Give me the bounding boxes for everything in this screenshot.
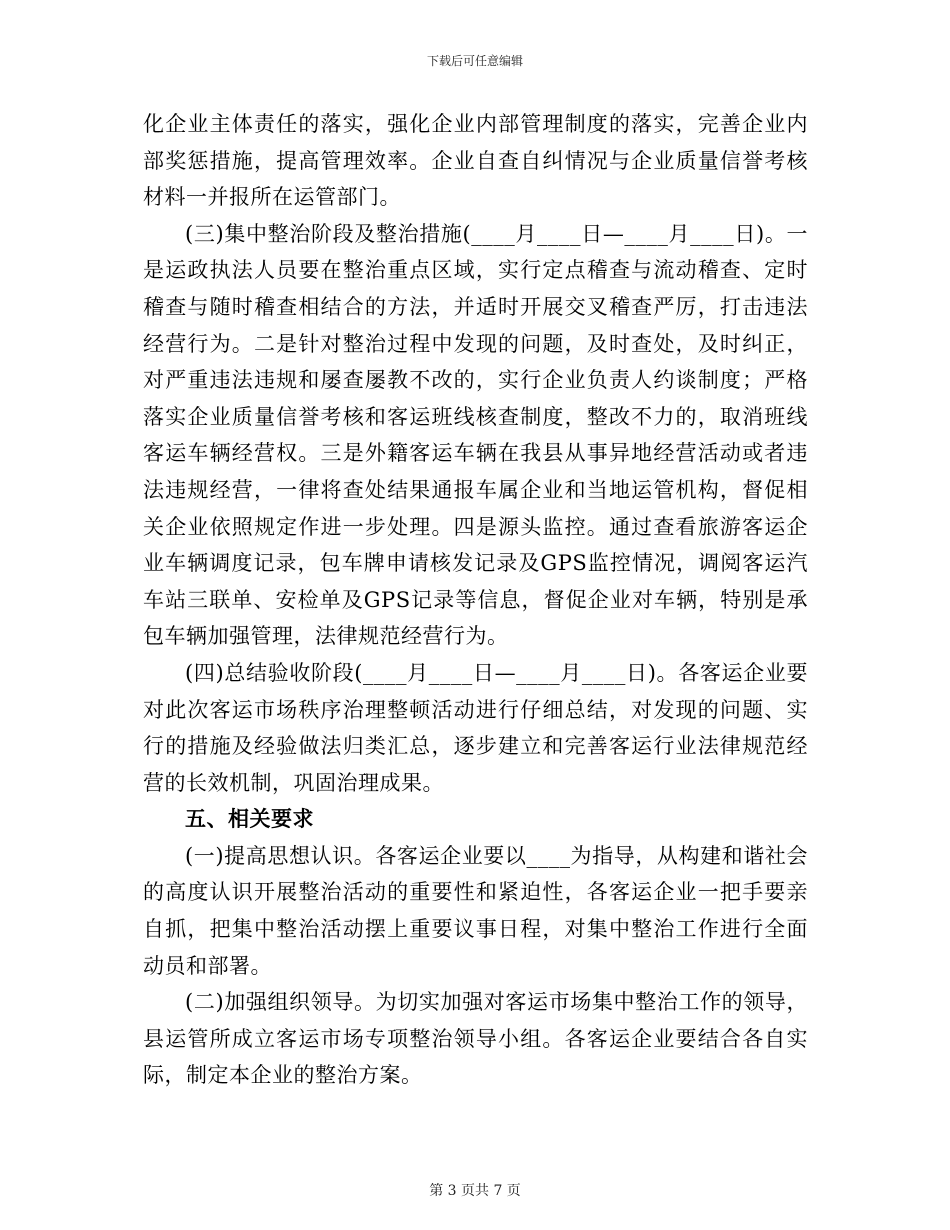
paragraph-phase-four: (四)总结验收阶段(____月____日—____月____日)。各客运企业要对此次客运市场秩序治理整顿活动进行仔细总结，对发现的问题、实行的措施及经验做法归类汇总，逐步建立和完善客运行业法律规范经营的长效机制，巩固治理成果。 (143, 660, 808, 795)
paragraph-requirement-two: (二)加强组织领导。为切实加强对客运市场集中整治工作的领导，县运管所成立客运市场专项整治领导小组。各客运企业要结合各自实际，制定本企业的整治方案。 (143, 990, 808, 1088)
page-footer: 第 3 页共 7 页 (429, 1183, 521, 1199)
paragraph-continuation: 化企业主体责任的落实，强化企业内部管理制度的落实，完善企业内部奖惩措施，提高管理效率。企业自查自纠情况与企业质量信誉考核材料一并报所在运管部门。 (143, 112, 808, 210)
paragraph-phase-three: (三)集中整治阶段及整治措施(____月____日—____月____日)。一是运政执法人员要在整治重点区域，实行定点稽查与流动稽查、定时稽查与随时稽查相结合的方法，并适时开展交叉稽查严厉，打击违法经营行为。二是针对整治过程中发现的问题，及时查处，及时纠正，对严重违法违规和屡查屡教不改的，实行企业负责人约谈制度；严格落实企业质量信誉考核和客运班线核查制度，整改不力的，取消班线客运车辆经营权。三是外籍客运车辆在我县从事异地经营活动或者违法违规经营，一律将查处结果通报车属企业和当地运管机构，督促相关企业依照规定作进一步处理。四是源头监控。通过查看旅游客运企业车辆调度记录，包车牌申请核发记录及GPS监控情况，调阅客运汽车站三联单、安检单及GPS记录等信息，督促企业对车辆，特别是承包车辆加强管理，法律规范经营行为。 (143, 221, 808, 649)
document-body (143, 106, 808, 1094)
page-header: 下载后可任意编辑 (426, 54, 523, 68)
paragraph-requirement-one: (一)提高思想认识。各客运企业要以____为指导，从构建和谐社会的高度认识开展整治活动的重要性和紧迫性，各客运企业一把手要亲自抓，把集中整治活动摆上重要议事日程，对集中整治工作进行全面动员和部署。 (143, 843, 808, 978)
section-heading-requirements: 五、相关要求 (185, 807, 314, 832)
